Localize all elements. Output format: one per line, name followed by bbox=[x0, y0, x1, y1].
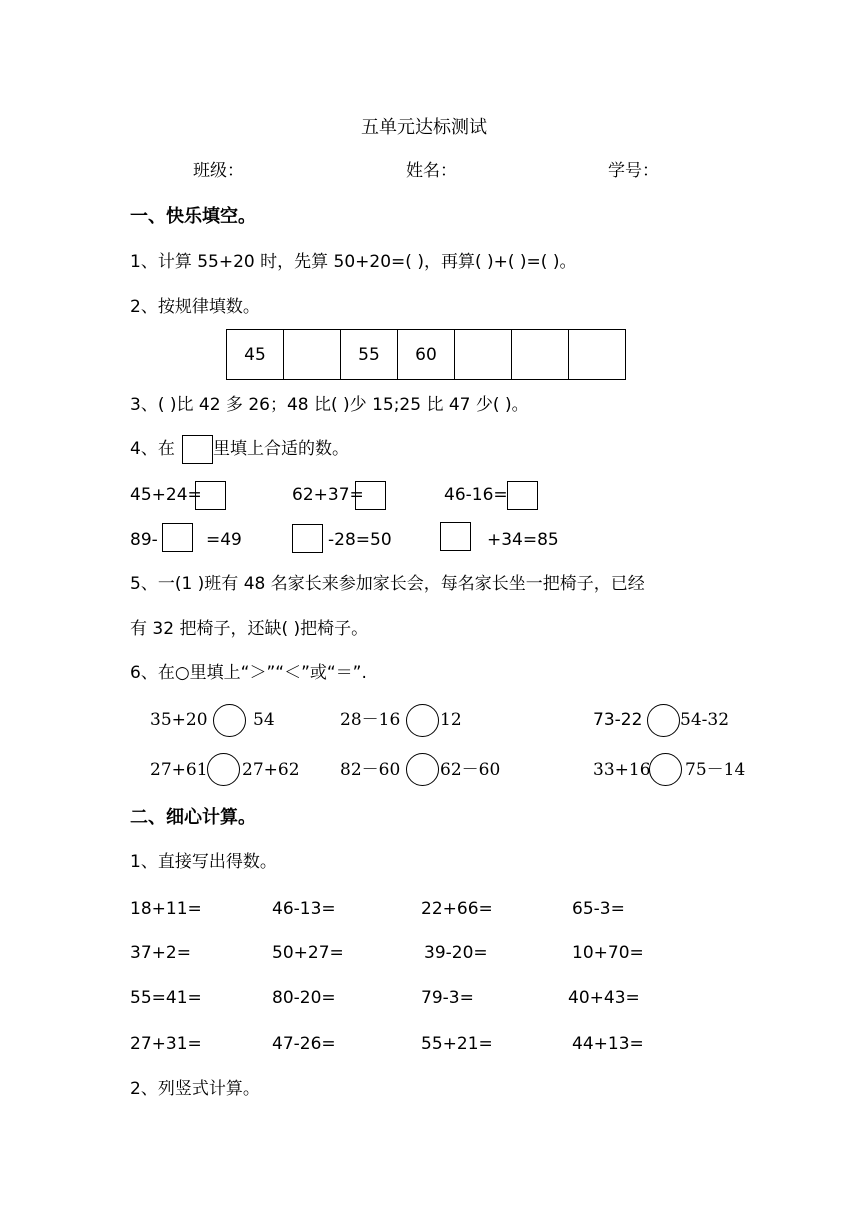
comparison-circle bbox=[649, 753, 682, 786]
comparison-left: 73-22 bbox=[593, 710, 643, 730]
calc-item: 22+66= bbox=[421, 899, 493, 919]
question-1-5-line-2: 有 32 把椅子，还缺( )把椅子。 bbox=[130, 619, 369, 639]
comparison-circle bbox=[647, 704, 680, 737]
calc-item: 37+2= bbox=[130, 943, 191, 963]
comparison-circle bbox=[406, 753, 439, 786]
calc-item: 46-13= bbox=[272, 899, 336, 919]
calc-item: 18+11= bbox=[130, 899, 202, 919]
question-1-3: 3、( )比 42 多 26；48 比( )少 15;25 比 47 少( )。 bbox=[130, 395, 529, 415]
question-1-6: 6、在○里填上“＞”“＜”或“＝”. bbox=[130, 663, 367, 683]
answer-box bbox=[195, 481, 226, 510]
equation-text: =49 bbox=[206, 530, 242, 550]
sequence-cell: 60 bbox=[398, 330, 455, 380]
comparison-left: 33+16 bbox=[593, 760, 651, 780]
calc-item: 80-20= bbox=[272, 988, 336, 1008]
sequence-cell bbox=[512, 330, 569, 380]
calc-item: 44+13= bbox=[572, 1034, 644, 1054]
calc-item: 40+43= bbox=[568, 988, 640, 1008]
sequence-cell: 45 bbox=[227, 330, 284, 380]
comparison-right: 12 bbox=[440, 710, 462, 730]
comparison-circle bbox=[207, 753, 240, 786]
page-title: 五单元达标测试 bbox=[361, 117, 487, 138]
calc-item: 50+27= bbox=[272, 943, 344, 963]
comparison-right: 54 bbox=[253, 710, 275, 730]
question-1-1: 1、计算 55+20 时，先算 50+20=( )，再算( )+( )=( )。 bbox=[130, 252, 577, 272]
calc-item: 10+70= bbox=[572, 943, 644, 963]
comparison-right: 54-32 bbox=[680, 710, 730, 730]
comparison-right: 75－14 bbox=[685, 760, 746, 780]
comparison-right: 62－60 bbox=[440, 760, 501, 780]
comparison-circle bbox=[213, 704, 246, 737]
calc-item: 65-3= bbox=[572, 899, 625, 919]
comparison-left: 82－60 bbox=[340, 760, 401, 780]
calc-item: 55+21= bbox=[421, 1034, 493, 1054]
section-1-heading: 一、快乐填空。 bbox=[130, 206, 256, 227]
sequence-cell bbox=[569, 330, 626, 380]
question-2-2: 2、列竖式计算。 bbox=[130, 1079, 260, 1099]
comparison-circle bbox=[406, 704, 439, 737]
answer-box bbox=[292, 524, 323, 553]
equation-text: +34=85 bbox=[487, 530, 559, 550]
comparison-left: 35+20 bbox=[150, 710, 208, 730]
answer-box bbox=[182, 435, 213, 464]
sequence-cell bbox=[284, 330, 341, 380]
calc-item: 47-26= bbox=[272, 1034, 336, 1054]
class-field-label: 班级： bbox=[193, 161, 244, 181]
section-2-heading: 二、细心计算。 bbox=[130, 807, 256, 828]
question-2-1: 1、直接写出得数。 bbox=[130, 852, 277, 872]
equation-text: 46-16= bbox=[444, 485, 508, 505]
student-number-label: 学号： bbox=[608, 161, 659, 181]
equation-text: 62+37= bbox=[292, 485, 364, 505]
sequence-cell bbox=[455, 330, 512, 380]
name-field-label: 姓名： bbox=[406, 161, 457, 181]
comparison-right: 27+62 bbox=[242, 760, 300, 780]
answer-box bbox=[440, 522, 471, 551]
question-1-5-line-1: 5、一(1 )班有 48 名家长来参加家长会，每名家长坐一把椅子，已经 bbox=[130, 574, 645, 594]
number-sequence-table bbox=[226, 329, 626, 380]
answer-box bbox=[162, 523, 193, 552]
equation-text: 45+24= bbox=[130, 485, 202, 505]
calc-item: 79-3= bbox=[421, 988, 474, 1008]
answer-box bbox=[507, 481, 538, 510]
question-1-2: 2、按规律填数。 bbox=[130, 297, 260, 317]
equation-text: -28=50 bbox=[328, 530, 392, 550]
comparison-left: 28－16 bbox=[340, 710, 401, 730]
calc-item: 55=41= bbox=[130, 988, 202, 1008]
equation-text: 89- bbox=[130, 530, 158, 550]
calc-item: 39-20= bbox=[424, 943, 488, 963]
answer-box bbox=[355, 481, 386, 510]
question-1-4-suffix: 里填上合适的数。 bbox=[213, 439, 349, 459]
question-1-4-prefix: 4、在 bbox=[130, 439, 175, 459]
calc-item: 27+31= bbox=[130, 1034, 202, 1054]
comparison-left: 27+61 bbox=[150, 760, 208, 780]
sequence-cell: 55 bbox=[341, 330, 398, 380]
